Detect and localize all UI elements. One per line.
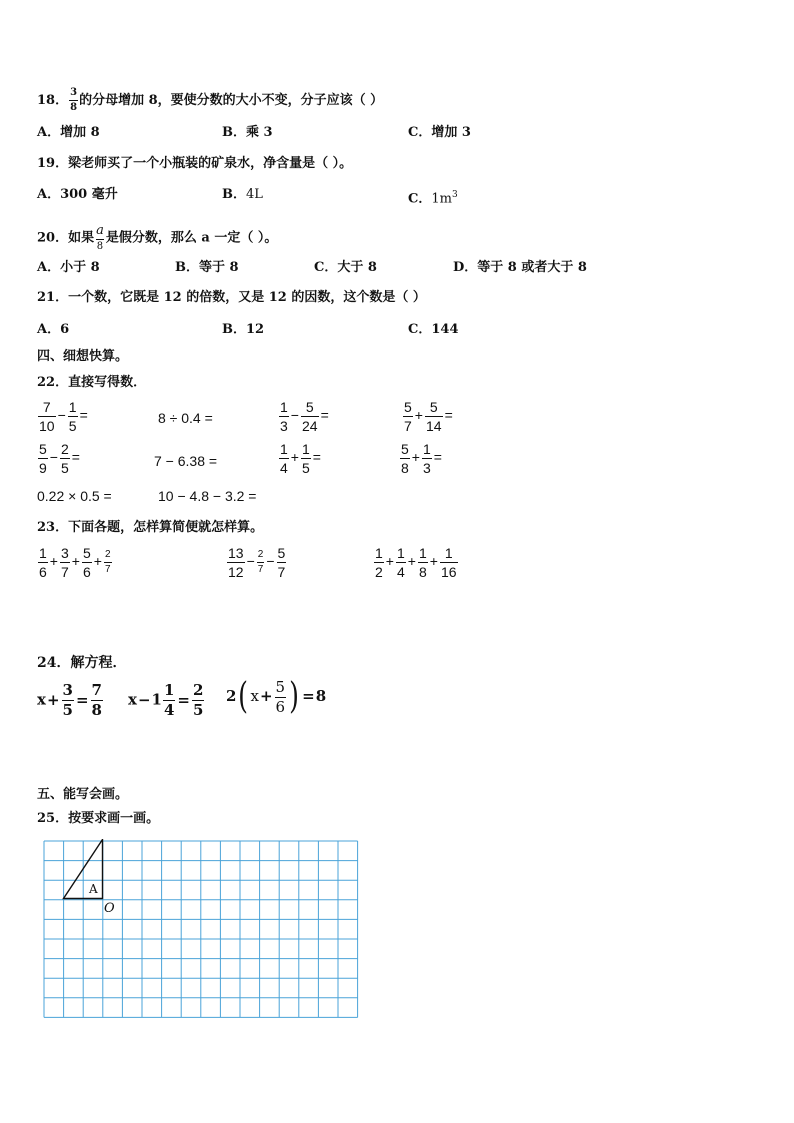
frac-num: 1 (396, 545, 405, 561)
q22-r1-e2: 8 ÷ 0.4 = (158, 410, 213, 426)
q20-frac-num: a (96, 223, 104, 238)
frac-den: 12 (228, 564, 244, 580)
equals: = (302, 687, 315, 705)
q22-r2-e2: 7 − 6.38 = (154, 453, 218, 469)
frac-num: 1 (422, 441, 431, 457)
frac-num: 2 (60, 441, 69, 457)
q20-fraction (95, 224, 105, 252)
section-5-heading: 五、能写会画。 (37, 787, 129, 802)
frac-den: 7 (104, 564, 111, 575)
frac-den: 5 (68, 418, 77, 434)
q18-line (37, 88, 383, 113)
frac-num: 1 (39, 545, 47, 561)
coefficient: 2 (226, 687, 237, 705)
q22-r1-e3 (278, 400, 330, 433)
variable-x: x (128, 690, 137, 709)
operator: + (49, 553, 58, 570)
q24-eq2 (128, 683, 205, 718)
operator: − (137, 690, 151, 709)
frac-num: 13 (228, 545, 244, 561)
q22-r3-e2: 10 − 4.8 − 3.2 = (158, 488, 257, 504)
q22-r2-e1 (37, 442, 81, 475)
q19-option-b (222, 187, 263, 203)
operator: + (429, 553, 438, 570)
frac-den: 24 (301, 418, 318, 434)
operator: + (411, 449, 420, 466)
equals: = (433, 449, 442, 466)
frac-num: 1 (280, 441, 288, 457)
q22-r2-e4 (399, 442, 443, 475)
frac-den: 8 (91, 701, 102, 719)
q23-ex3 (373, 546, 459, 579)
q18-text: 的分母增加 8，要使分数的大小不变，分子应该（ ） (79, 93, 384, 108)
frac-den: 7 (277, 564, 286, 580)
operator: − (266, 553, 275, 570)
frac-num: 5 (404, 399, 412, 415)
q22-r1-e4 (402, 400, 454, 433)
q23-ex2 (226, 546, 287, 579)
frac-den: 3 (280, 418, 288, 434)
q19-stem: 19．梁老师买了一个小瓶装的矿泉水，净含量是（ ）。 (37, 156, 353, 171)
q25-grid-figure (42, 839, 360, 1019)
frac-num: 2 (192, 681, 204, 699)
frac-num: 3 (62, 681, 73, 699)
q20-prefix: 20．如果 (37, 230, 95, 246)
frac-den: 4 (280, 460, 288, 476)
q23-ex1 (37, 546, 113, 579)
q20-option-d: D．等于 8 或者大于 8 (453, 260, 587, 275)
operator: − (49, 449, 58, 466)
grid-lines (44, 841, 358, 1017)
frac-den: 8 (418, 564, 427, 580)
q22-r2-e3 (278, 442, 322, 475)
frac-den: 6 (82, 564, 91, 580)
frac-den: 7 (257, 564, 264, 575)
operator: + (407, 553, 416, 570)
frac-den: 2 (375, 564, 383, 580)
q18-frac-num: 3 (70, 87, 78, 98)
triangle-label-a: A (89, 882, 98, 896)
rhs-value: 8 (315, 687, 327, 705)
q21-option-a: A．6 (37, 322, 70, 337)
frac-den: 14 (425, 418, 442, 434)
frac-num: 2 (104, 549, 111, 560)
frac-num: 1 (68, 399, 77, 415)
equals: = (444, 407, 453, 424)
frac-num: 5 (401, 441, 409, 457)
point-label-o: O (104, 901, 115, 916)
q20-option-a: A．小于 8 (37, 260, 100, 275)
q22-r1-e1 (37, 400, 89, 433)
frac-num: 1 (444, 545, 453, 561)
q25-stem: 25．按要求画一画。 (37, 811, 160, 826)
q19-option-c-label: C． (408, 191, 432, 207)
frac-den: 3 (422, 460, 431, 476)
q22-stem: 22．直接写得数． (37, 375, 147, 390)
frac-den: 6 (275, 697, 286, 716)
frac-den: 4 (396, 564, 405, 580)
q19-option-b-value: 4L (246, 187, 263, 202)
q24-stem: 24．解方程． (37, 655, 127, 671)
operator: + (290, 449, 299, 466)
frac-den: 7 (404, 418, 412, 434)
frac-den: 8 (401, 460, 409, 476)
frac-num: 5 (39, 441, 47, 457)
q18-option-c: C．增加 3 (408, 125, 471, 140)
q19-option-c-exponent: 3 (451, 190, 458, 200)
frac-den: 5 (62, 701, 73, 719)
q19-option-c-value: 1m (431, 191, 452, 207)
equals: = (75, 690, 89, 709)
mixed-whole: 1 (151, 690, 162, 709)
operator: − (57, 407, 66, 424)
section-4-heading: 四、细想快算。 (37, 349, 129, 364)
frac-num: 2 (257, 549, 264, 560)
frac-num: 3 (60, 545, 69, 561)
frac-den: 5 (192, 701, 204, 719)
frac-num: 1 (375, 545, 383, 561)
operator: + (414, 407, 423, 424)
q22-r3-e1: 0.22 × 0.5 = (37, 488, 112, 504)
left-paren: ( (238, 676, 249, 717)
frac-num: 1 (418, 545, 427, 561)
operator: + (71, 553, 80, 570)
q18-option-a: A．增加 8 (37, 125, 100, 140)
operator: + (46, 690, 60, 709)
frac-num: 1 (301, 441, 310, 457)
q20-text: 是假分数，那么 a 一定（ ）。 (105, 230, 278, 246)
q21-option-c: C．144 (408, 322, 459, 337)
equals: = (177, 690, 190, 709)
variable-x: x (37, 690, 46, 709)
frac-num: 5 (305, 399, 314, 415)
frac-den: 5 (301, 460, 310, 476)
frac-num: 1 (280, 399, 288, 415)
q21-option-b: B．12 (222, 322, 265, 337)
frac-num: 5 (82, 545, 91, 561)
frac-den: 10 (39, 418, 55, 434)
variable-x: x (250, 687, 259, 705)
frac-den: 9 (39, 460, 47, 476)
frac-num: 5 (429, 399, 438, 415)
q20-line (37, 224, 277, 252)
q19-option-b-label: B． (222, 187, 246, 202)
q19-option-c (408, 187, 458, 207)
q18-fraction (69, 88, 78, 113)
q20-option-c: C．大于 8 (314, 260, 377, 275)
frac-num: 5 (275, 677, 286, 696)
equals: = (79, 407, 88, 424)
operator: − (290, 407, 299, 424)
operator: + (385, 553, 394, 570)
q24-eq3 (226, 676, 327, 717)
q21-stem: 21．一个数，它既是 12 的倍数，又是 12 的因数，这个数是（ ） (37, 290, 426, 305)
operator: + (259, 687, 273, 705)
frac-num: 7 (91, 681, 102, 699)
q18-number: 18． (37, 93, 69, 108)
equals: = (312, 449, 321, 466)
q23-stem: 23．下面各题，怎样算简便就怎样算。 (37, 520, 264, 535)
equals: = (320, 407, 329, 424)
right-paren: ) (289, 676, 300, 717)
frac-num: 1 (163, 681, 175, 699)
q19-option-a: A．300 毫升 (37, 187, 118, 202)
frac-den: 16 (440, 564, 457, 580)
frac-den: 6 (39, 564, 47, 580)
frac-den: 4 (163, 701, 175, 719)
frac-num: 7 (42, 399, 51, 415)
frac-den: 7 (60, 564, 69, 580)
q24-eq1 (37, 683, 104, 718)
operator: − (246, 553, 255, 570)
frac-den: 5 (60, 460, 69, 476)
q18-option-b: B．乘 3 (222, 125, 273, 140)
equals: = (71, 449, 80, 466)
operator: + (93, 553, 102, 570)
q20-option-b: B．等于 8 (175, 260, 239, 275)
q20-frac-den: 8 (96, 241, 104, 252)
q18-frac-den: 8 (70, 102, 78, 113)
frac-num: 5 (277, 545, 286, 561)
